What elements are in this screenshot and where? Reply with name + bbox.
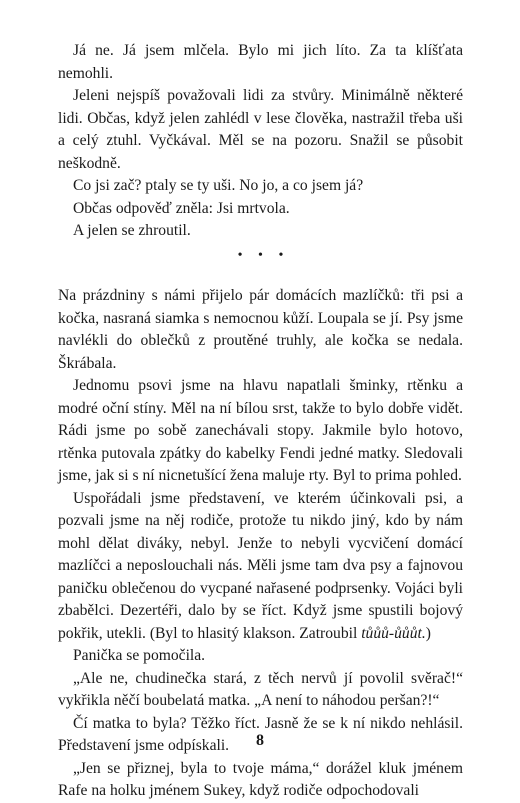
paragraph: Jednomu psovi jsme na hlavu napatlali šminky, rtěnku a modré oční stíny. Měl na ní bílou srst, takže to bylo dobře vidět. Rádi jsme po sobě zanechávali stopy. Jakmile bylo hotovo, rtěnka putovala zpátky do kabelky Fendi jedné matky. Sledovali jsme, jak si s ní nicnetušící žena maluje rty. Byl to prima pohled.	[58, 377, 463, 484]
paragraph: Co jsi zač? ptaly se ty uši. No jo, a co jsem já?	[73, 177, 364, 194]
paragraph: „Jen se přiznej, byla to tvoje máma,“ dorážel kluk jménem Rafe na holku jménem Sukey, když rodiče odpochodovali	[58, 759, 463, 799]
paragraph: „Ale ne, chudinečka stará, z těch nervů jí povolil svěrač!“ vykřikla něčí boubelatá matka. „A není to náhodou peršan?!“	[58, 669, 463, 709]
book-page	[58, 40, 463, 803]
section-break: • • •	[237, 247, 290, 263]
paragraph: Panička se pomočila.	[73, 647, 206, 664]
paragraph: Jeleni nejspíš považovali lidi za stvůry. Minimálně některé lidi. Občas, když jelen zahlédl v lese člověka, nastražil třeba uši a celý ztuhl. Vyčkával. Měl se na pozoru. Snažil se působit neškodně.	[58, 87, 463, 172]
section-spacer	[58, 267, 463, 285]
page-number: 8	[256, 732, 264, 749]
paragraph: Já ne. Já jsem mlčela. Bylo mi jich líto. Za ta klíšťata nemohli.	[58, 42, 463, 82]
paragraph	[58, 488, 463, 646]
paragraph: Čí matka to byla? Těžko říct. Jasně že se k ní nikdo nehlásil. Představení jsme odpískali.	[58, 714, 463, 754]
paragraph: A jelen se zhroutil.	[73, 222, 191, 239]
italic-sound: tůůů-ůůůt.	[361, 624, 426, 642]
paragraph-text: )	[425, 624, 431, 642]
paragraph-text: Uspořádali jsme představení, ve kterém účinkovali psi, a pozvali jsme na něj rodiče, protože tu nikdo jiný, kdo by nám mohl dělat diváky, nebyl. Jenže to nebyli vycvičení domácí mazlíčci a neposlouchali nás. Měli jsme tam dva psy a fajnovou paničku oblečenou do vycpané nařasené podprsenky. Vojáci byli zbabělci. Dezertéři, dalo by se říct. Když jsme spustili bojový pokřik, utekli. (Byl to hlasitý klakson. Zatroubil	[58, 489, 463, 642]
paragraph: Občas odpověď zněla: Jsi mrtvola.	[73, 199, 290, 217]
paragraph: Na prázdniny s námi přijelo pár domácích mazlíčků: tři psi a kočka, nasraná siamka s nemocnou kůží. Loupala se jí. Psy jsme navlékli do oblečků z proutěné truhly, ale kočka se nedala. Škrábala.	[58, 287, 463, 372]
